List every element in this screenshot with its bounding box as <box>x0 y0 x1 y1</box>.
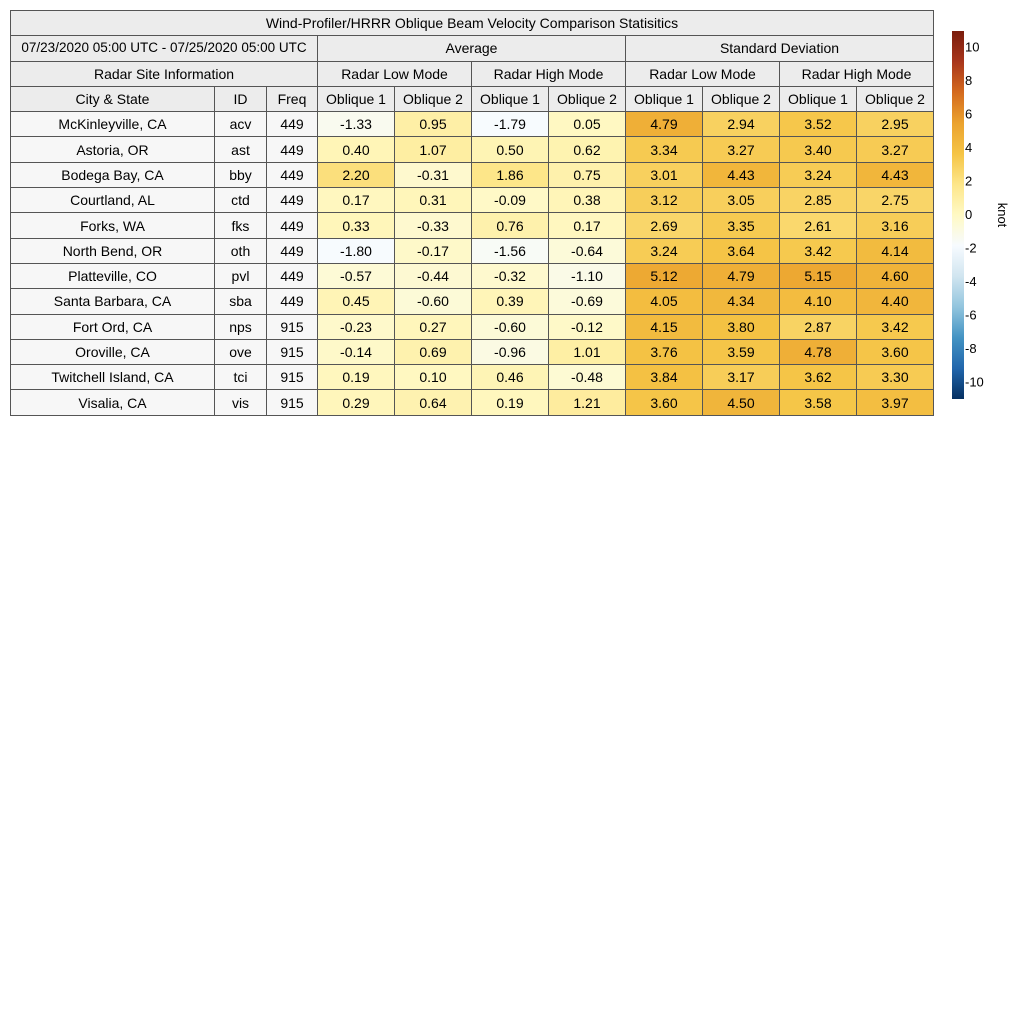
colorbar-tick-label: 4 <box>965 140 973 156</box>
city-cell: Bodega Bay, CA <box>11 162 215 187</box>
value-cell-avg_low_ob2: -0.33 <box>395 213 472 238</box>
city-cell: Courtland, AL <box>11 188 215 213</box>
city-header: City & State <box>11 86 215 111</box>
value-cell-avg_high_ob1: 1.86 <box>472 162 549 187</box>
mode-header-row <box>11 61 934 86</box>
id-cell: ast <box>215 137 267 162</box>
id-cell: pvl <box>215 263 267 288</box>
value-cell-std_low_ob1: 5.12 <box>626 263 703 288</box>
value-cell-avg_high_ob1: 0.46 <box>472 365 549 390</box>
value-cell-avg_high_ob1: -1.56 <box>472 238 549 263</box>
freq-cell: 915 <box>267 365 318 390</box>
value-cell-std_high_ob1: 3.62 <box>780 365 857 390</box>
city-cell: North Bend, OR <box>11 238 215 263</box>
value-cell-std_high_ob2: 4.40 <box>857 289 934 314</box>
value-cell-avg_high_ob2: -0.69 <box>549 289 626 314</box>
value-cell-avg_high_ob2: -0.64 <box>549 238 626 263</box>
value-cell-avg_high_ob2: -0.12 <box>549 314 626 339</box>
avg-high-ob1-header: Oblique 1 <box>472 86 549 111</box>
value-cell-std_high_ob2: 3.16 <box>857 213 934 238</box>
std-high-ob1-header: Oblique 1 <box>780 86 857 111</box>
avg-high-ob2-header: Oblique 2 <box>549 86 626 111</box>
value-cell-avg_high_ob1: 0.19 <box>472 390 549 415</box>
value-cell-std_high_ob1: 2.87 <box>780 314 857 339</box>
value-cell-avg_low_ob1: -0.57 <box>318 263 395 288</box>
city-cell: Santa Barbara, CA <box>11 289 215 314</box>
value-cell-avg_high_ob2: -0.48 <box>549 365 626 390</box>
value-cell-avg_high_ob2: -1.10 <box>549 263 626 288</box>
city-cell: Fort Ord, CA <box>11 314 215 339</box>
freq-cell: 449 <box>267 112 318 137</box>
city-cell: Oroville, CA <box>11 339 215 364</box>
value-cell-std_low_ob2: 3.64 <box>703 238 780 263</box>
value-cell-avg_high_ob1: -0.32 <box>472 263 549 288</box>
value-cell-std_low_ob2: 2.94 <box>703 112 780 137</box>
city-cell: Visalia, CA <box>11 390 215 415</box>
value-cell-avg_high_ob1: -0.96 <box>472 339 549 364</box>
value-cell-avg_low_ob2: 0.31 <box>395 188 472 213</box>
freq-cell: 915 <box>267 390 318 415</box>
table-row <box>11 162 934 187</box>
value-cell-avg_low_ob1: 0.19 <box>318 365 395 390</box>
value-cell-avg_low_ob2: 0.95 <box>395 112 472 137</box>
value-cell-std_high_ob2: 4.43 <box>857 162 934 187</box>
value-cell-std_high_ob2: 3.27 <box>857 137 934 162</box>
date-range: 07/23/2020 05:00 UTC - 07/25/2020 05:00 UTC <box>11 36 318 61</box>
table-row <box>11 213 934 238</box>
id-cell: bby <box>215 162 267 187</box>
value-cell-avg_high_ob2: 0.05 <box>549 112 626 137</box>
freq-cell: 915 <box>267 339 318 364</box>
id-cell: ove <box>215 339 267 364</box>
value-cell-avg_high_ob1: 0.76 <box>472 213 549 238</box>
value-cell-std_high_ob1: 3.58 <box>780 390 857 415</box>
title-row <box>11 11 934 36</box>
colorbar-tick-label: -10 <box>965 374 984 390</box>
value-cell-avg_high_ob2: 1.01 <box>549 339 626 364</box>
stats-table <box>10 10 934 416</box>
table-row <box>11 339 934 364</box>
id-cell: acv <box>215 112 267 137</box>
value-cell-avg_low_ob2: 0.27 <box>395 314 472 339</box>
value-cell-std_high_ob2: 2.95 <box>857 112 934 137</box>
table-row <box>11 188 934 213</box>
value-cell-avg_high_ob1: -0.60 <box>472 314 549 339</box>
value-cell-std_low_ob2: 3.17 <box>703 365 780 390</box>
colorbar <box>940 26 1020 416</box>
value-cell-avg_high_ob1: 0.50 <box>472 137 549 162</box>
id-cell: tci <box>215 365 267 390</box>
value-cell-std_high_ob2: 4.14 <box>857 238 934 263</box>
freq-cell: 449 <box>267 188 318 213</box>
value-cell-avg_low_ob1: -1.33 <box>318 112 395 137</box>
avg-low-mode-header: Radar Low Mode <box>318 61 472 86</box>
value-cell-std_low_ob1: 3.76 <box>626 339 703 364</box>
value-cell-std_high_ob2: 3.30 <box>857 365 934 390</box>
colorbar-tick-label: 8 <box>965 73 973 89</box>
value-cell-std_high_ob1: 3.42 <box>780 238 857 263</box>
value-cell-avg_high_ob2: 0.17 <box>549 213 626 238</box>
std-low-ob1-header: Oblique 1 <box>626 86 703 111</box>
colorbar-tick-label: 6 <box>965 106 973 122</box>
value-cell-std_low_ob1: 4.79 <box>626 112 703 137</box>
value-cell-std_low_ob2: 4.34 <box>703 289 780 314</box>
city-cell: Astoria, OR <box>11 137 215 162</box>
table-row <box>11 137 934 162</box>
freq-header: Freq <box>267 86 318 111</box>
value-cell-std_low_ob1: 3.84 <box>626 365 703 390</box>
value-cell-std_low_ob1: 3.24 <box>626 238 703 263</box>
value-cell-avg_low_ob2: 0.69 <box>395 339 472 364</box>
value-cell-std_high_ob2: 2.75 <box>857 188 934 213</box>
colorbar-tick-label: 0 <box>965 207 973 222</box>
id-cell: sba <box>215 289 267 314</box>
colorbar-unit-label: knot <box>995 202 1010 228</box>
value-cell-std_high_ob1: 3.24 <box>780 162 857 187</box>
id-cell: ctd <box>215 188 267 213</box>
value-cell-avg_high_ob2: 0.62 <box>549 137 626 162</box>
table-title: Wind-Profiler/HRRR Oblique Beam Velocity Comparison Statisitics <box>11 11 934 36</box>
value-cell-avg_high_ob2: 0.75 <box>549 162 626 187</box>
value-cell-std_low_ob1: 3.12 <box>626 188 703 213</box>
value-cell-std_high_ob1: 2.61 <box>780 213 857 238</box>
std-low-ob2-header: Oblique 2 <box>703 86 780 111</box>
colorbar-tick-label: -8 <box>965 340 977 356</box>
value-cell-std_low_ob1: 3.01 <box>626 162 703 187</box>
value-cell-avg_low_ob1: 2.20 <box>318 162 395 187</box>
value-cell-std_high_ob2: 4.60 <box>857 263 934 288</box>
colorbar-tick-label: -6 <box>965 307 977 323</box>
value-cell-std_low_ob1: 4.05 <box>626 289 703 314</box>
value-cell-std_high_ob2: 3.42 <box>857 314 934 339</box>
value-cell-std_high_ob1: 4.78 <box>780 339 857 364</box>
value-cell-std_low_ob2: 3.59 <box>703 339 780 364</box>
value-cell-avg_low_ob2: -0.31 <box>395 162 472 187</box>
id-cell: vis <box>215 390 267 415</box>
avg-low-ob1-header: Oblique 1 <box>318 86 395 111</box>
value-cell-avg_low_ob1: 0.17 <box>318 188 395 213</box>
site-info-header: Radar Site Information <box>11 61 318 86</box>
table-row <box>11 112 934 137</box>
id-header: ID <box>215 86 267 111</box>
colorbar-tick-label: -4 <box>965 273 977 289</box>
freq-cell: 449 <box>267 213 318 238</box>
value-cell-avg_low_ob2: 0.10 <box>395 365 472 390</box>
city-cell: McKinleyville, CA <box>11 112 215 137</box>
value-cell-std_low_ob2: 4.43 <box>703 162 780 187</box>
value-cell-avg_low_ob1: 0.40 <box>318 137 395 162</box>
colorbar-tick-label: 10 <box>965 39 980 55</box>
value-cell-avg_low_ob2: -0.60 <box>395 289 472 314</box>
city-cell: Forks, WA <box>11 213 215 238</box>
value-cell-avg_low_ob1: -0.14 <box>318 339 395 364</box>
value-cell-avg_low_ob1: 0.29 <box>318 390 395 415</box>
average-header: Average <box>318 36 626 61</box>
city-cell: Twitchell Island, CA <box>11 365 215 390</box>
value-cell-avg_low_ob1: -1.80 <box>318 238 395 263</box>
table-row <box>11 289 934 314</box>
group-header-row <box>11 36 934 61</box>
value-cell-std_high_ob1: 4.10 <box>780 289 857 314</box>
freq-cell: 449 <box>267 263 318 288</box>
value-cell-avg_low_ob1: 0.45 <box>318 289 395 314</box>
value-cell-avg_low_ob2: 1.07 <box>395 137 472 162</box>
value-cell-std_low_ob2: 3.35 <box>703 213 780 238</box>
value-cell-avg_high_ob2: 1.21 <box>549 390 626 415</box>
value-cell-std_low_ob1: 3.60 <box>626 390 703 415</box>
value-cell-std_low_ob1: 2.69 <box>626 213 703 238</box>
value-cell-std_high_ob1: 3.52 <box>780 112 857 137</box>
value-cell-avg_high_ob2: 0.38 <box>549 188 626 213</box>
value-cell-std_low_ob1: 3.34 <box>626 137 703 162</box>
freq-cell: 449 <box>267 137 318 162</box>
colorbar-gradient <box>952 31 964 399</box>
value-cell-avg_high_ob1: -1.79 <box>472 112 549 137</box>
std-dev-header: Standard Deviation <box>626 36 934 61</box>
value-cell-avg_low_ob2: 0.64 <box>395 390 472 415</box>
freq-cell: 449 <box>267 162 318 187</box>
value-cell-avg_high_ob1: -0.09 <box>472 188 549 213</box>
colorbar-ticks <box>965 40 984 390</box>
table-row <box>11 365 934 390</box>
table-row <box>11 390 934 415</box>
value-cell-std_low_ob2: 3.27 <box>703 137 780 162</box>
value-cell-std_high_ob1: 5.15 <box>780 263 857 288</box>
avg-high-mode-header: Radar High Mode <box>472 61 626 86</box>
value-cell-avg_low_ob2: -0.17 <box>395 238 472 263</box>
value-cell-std_high_ob2: 3.60 <box>857 339 934 364</box>
colorbar-tick-label: -2 <box>965 240 977 256</box>
table-row <box>11 263 934 288</box>
value-cell-avg_low_ob1: -0.23 <box>318 314 395 339</box>
avg-low-ob2-header: Oblique 2 <box>395 86 472 111</box>
value-cell-std_low_ob2: 3.05 <box>703 188 780 213</box>
table-row <box>11 314 934 339</box>
freq-cell: 449 <box>267 238 318 263</box>
freq-cell: 449 <box>267 289 318 314</box>
column-header-row <box>11 86 934 111</box>
city-cell: Platteville, CO <box>11 263 215 288</box>
std-high-mode-header: Radar High Mode <box>780 61 934 86</box>
value-cell-std_high_ob2: 3.97 <box>857 390 934 415</box>
id-cell: nps <box>215 314 267 339</box>
freq-cell: 915 <box>267 314 318 339</box>
value-cell-std_high_ob1: 3.40 <box>780 137 857 162</box>
table-row <box>11 238 934 263</box>
table-body <box>11 11 934 416</box>
value-cell-std_low_ob2: 4.79 <box>703 263 780 288</box>
value-cell-std_high_ob1: 2.85 <box>780 188 857 213</box>
id-cell: oth <box>215 238 267 263</box>
colorbar-tick-label: 2 <box>965 173 973 189</box>
value-cell-std_low_ob2: 4.50 <box>703 390 780 415</box>
value-cell-std_low_ob1: 4.15 <box>626 314 703 339</box>
value-cell-avg_low_ob2: -0.44 <box>395 263 472 288</box>
value-cell-avg_low_ob1: 0.33 <box>318 213 395 238</box>
value-cell-avg_high_ob1: 0.39 <box>472 289 549 314</box>
std-high-ob2-header: Oblique 2 <box>857 86 934 111</box>
std-low-mode-header: Radar Low Mode <box>626 61 780 86</box>
value-cell-std_low_ob2: 3.80 <box>703 314 780 339</box>
id-cell: fks <box>215 213 267 238</box>
